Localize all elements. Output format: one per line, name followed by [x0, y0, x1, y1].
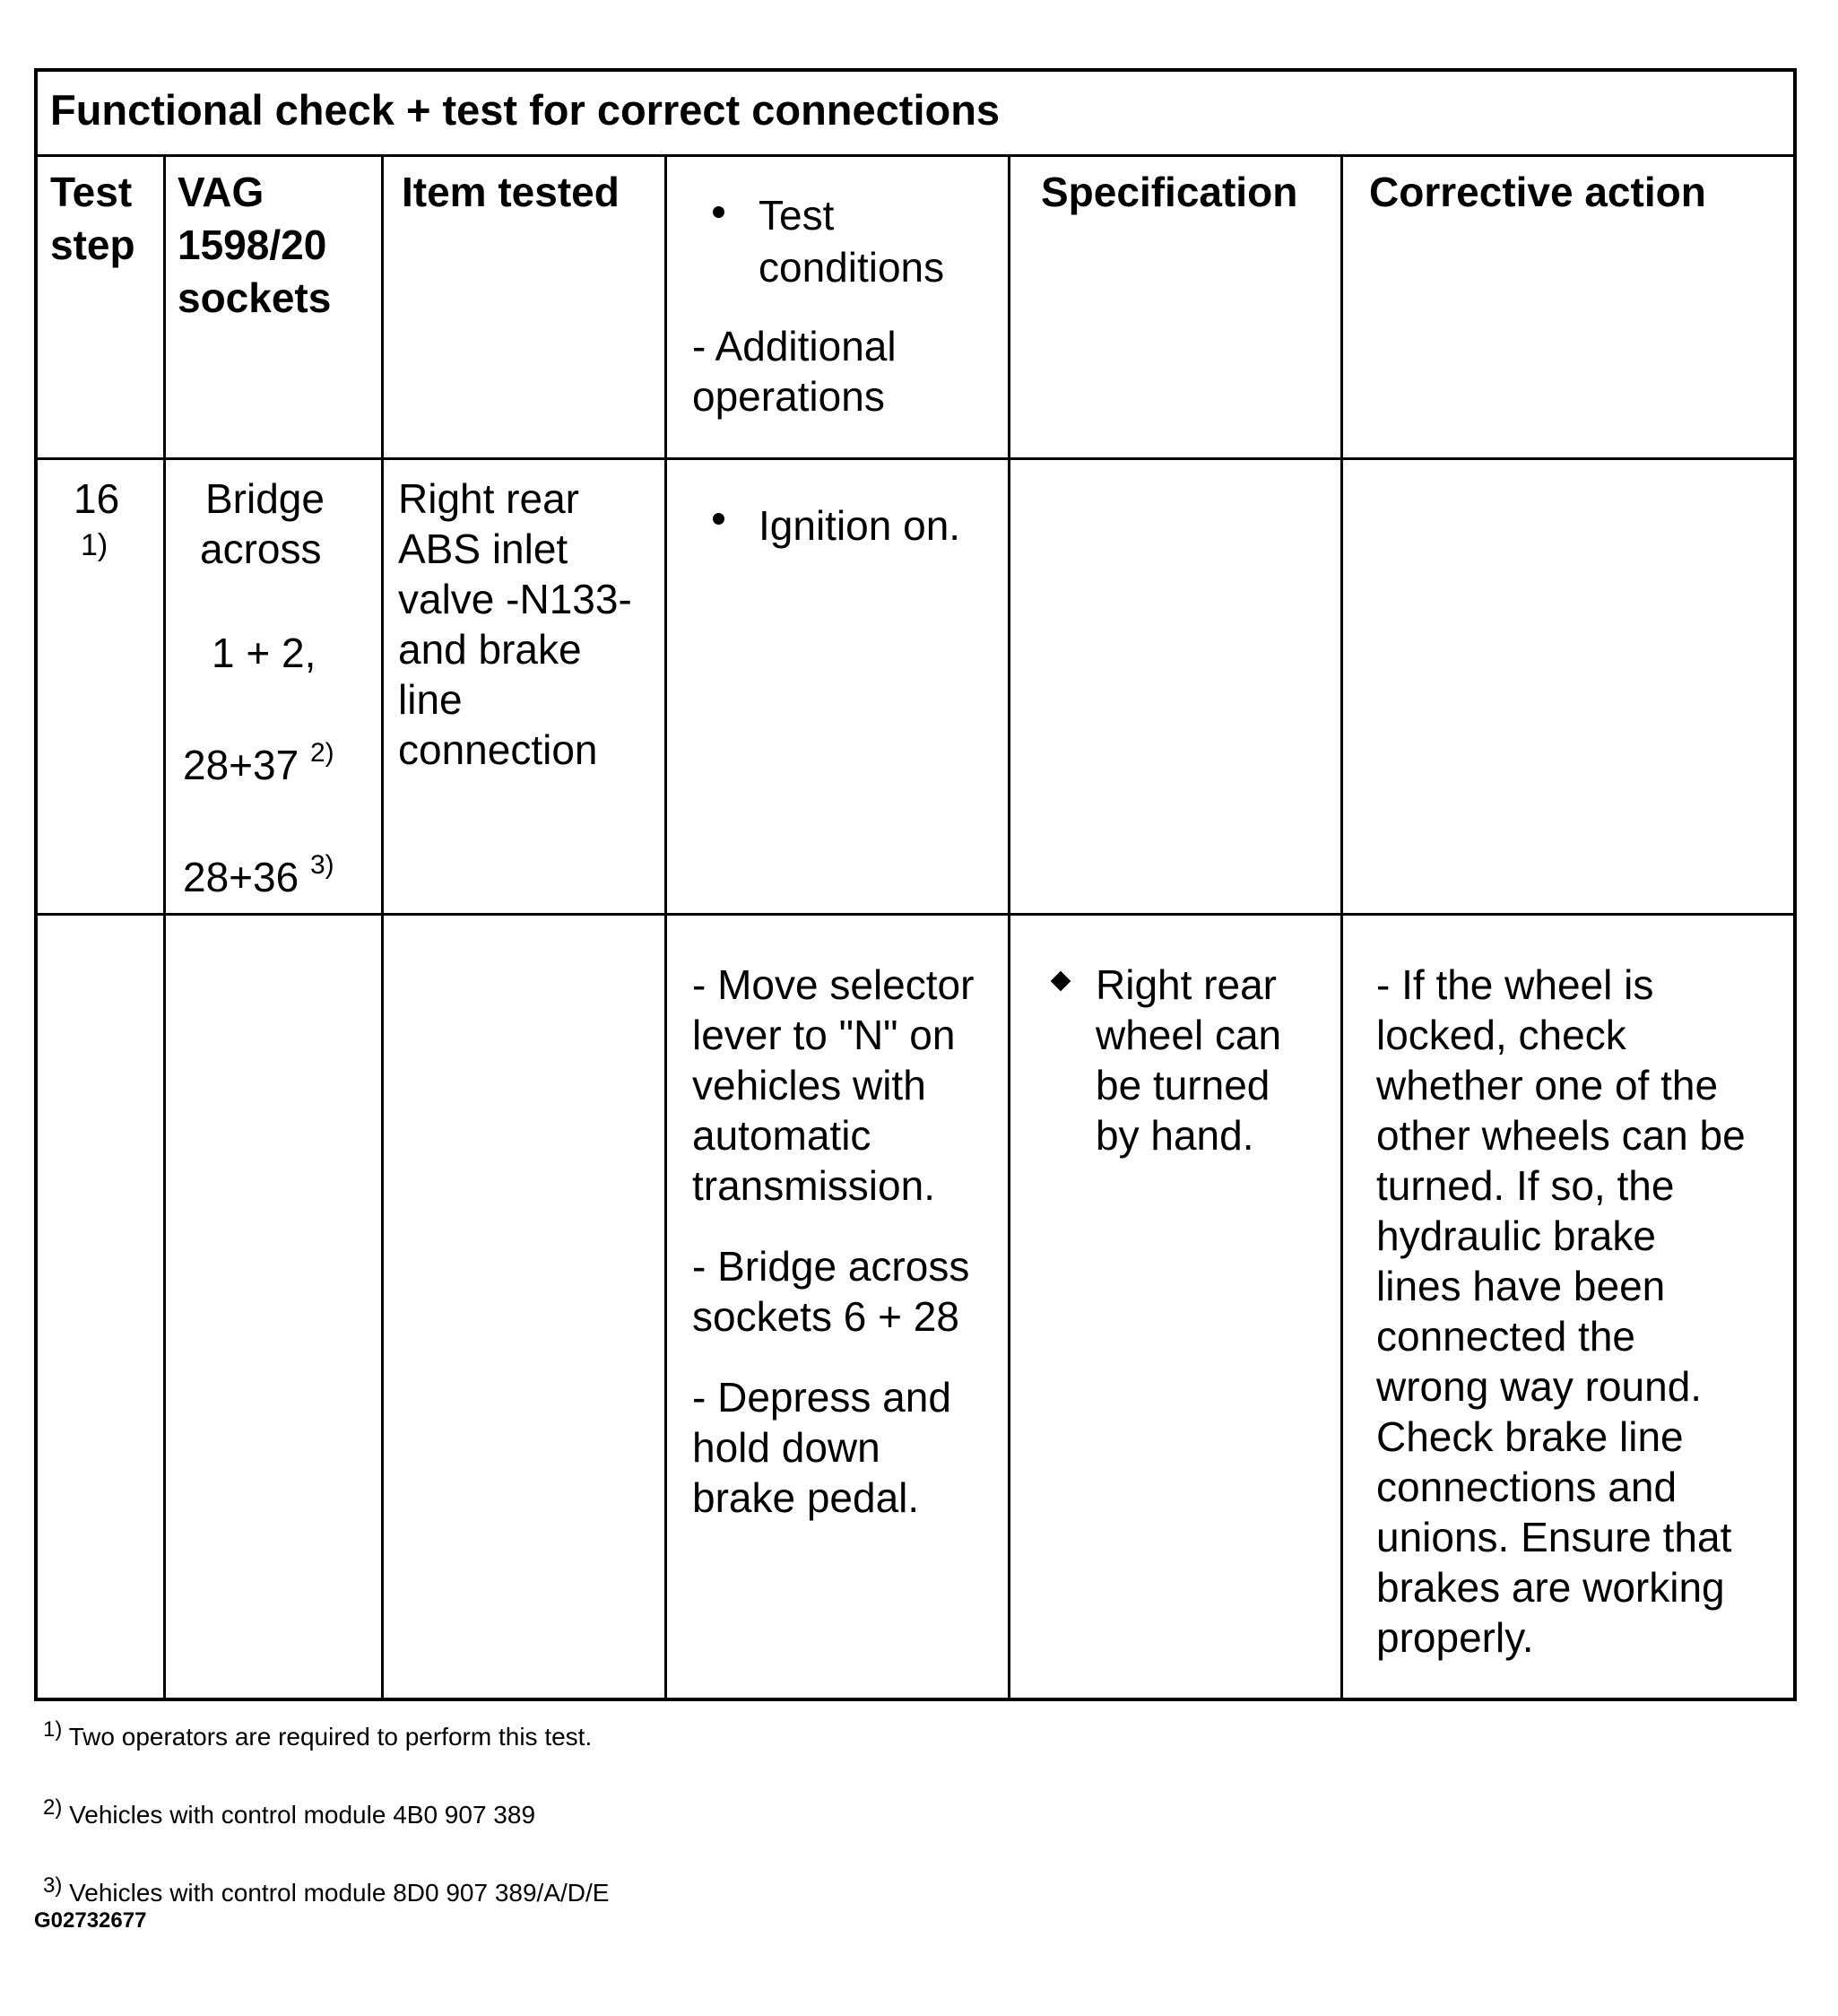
row1-sockets-line: across — [200, 526, 322, 572]
item-line: ABS inlet — [398, 526, 568, 572]
header-conditions-line: Test — [759, 192, 835, 239]
col-divider-3 — [664, 154, 667, 1698]
row1-test-step-footnote: 1) — [81, 528, 108, 562]
header-specification: Specification — [1041, 169, 1298, 215]
socket-pair: 28+36 — [183, 854, 299, 900]
footnote-3 — [43, 1873, 610, 1910]
item-line: Right rear — [398, 475, 579, 522]
figure-code: G02732677 — [34, 1908, 147, 1933]
header-additional-line: operations — [692, 373, 885, 420]
item-line: line — [398, 676, 463, 723]
corrective-line: hydraulic brake — [1376, 1212, 1656, 1259]
operation-line: - Depress and — [692, 1374, 951, 1421]
header-sockets-line: VAG — [178, 169, 264, 215]
table-title: Functional check + test for correct connections — [50, 86, 1001, 134]
corrective-line: locked, check — [1376, 1012, 1626, 1058]
corrective-line: Check brake line — [1376, 1413, 1684, 1460]
specification-line: wheel can — [1096, 1012, 1282, 1058]
corrective-line: - If the wheel is — [1376, 961, 1654, 1008]
operation-line: vehicles with — [692, 1062, 926, 1108]
specification-line: Right rear — [1096, 961, 1277, 1008]
corrective-line: unions. Ensure that — [1376, 1514, 1732, 1560]
operation-line: lever to "N" on — [692, 1012, 956, 1058]
bullet-icon — [713, 513, 724, 525]
rule-under-header — [38, 457, 1793, 460]
condition-text: Ignition on. — [759, 502, 961, 549]
header-corrective-action: Corrective action — [1369, 169, 1706, 215]
footnote-text: Vehicles with control module 8D0 907 389/A/D/E — [69, 1879, 610, 1907]
header-test-step-line: Test — [50, 169, 133, 215]
socket-footnote: 3) — [309, 849, 334, 880]
corrective-line: properly. — [1376, 1614, 1534, 1661]
row1-sockets-line — [183, 849, 334, 902]
operation-line: automatic — [692, 1112, 871, 1159]
footnote-text: Vehicles with control module 4B0 907 389 — [69, 1801, 536, 1829]
corrective-line: brakes are working — [1376, 1564, 1725, 1611]
row1-sockets-line — [183, 737, 334, 790]
socket-footnote: 2) — [309, 737, 334, 768]
corrective-line: connected the — [1376, 1313, 1636, 1360]
header-sockets-line: 1598/20 — [178, 222, 327, 268]
item-line: connection — [398, 726, 598, 773]
rule-under-title — [38, 154, 1793, 157]
operation-line: transmission. — [692, 1162, 935, 1209]
header-conditions-line: conditions — [759, 244, 945, 291]
header-test-step-line: step — [50, 222, 135, 268]
corrective-line: wrong way round. — [1376, 1363, 1703, 1410]
corrective-line: connections and — [1376, 1464, 1678, 1510]
footnote-text: Two operators are required to perform this test. — [68, 1723, 593, 1751]
footnote-mark: 3) — [43, 1873, 63, 1898]
header-sockets-line: sockets — [178, 274, 332, 321]
bullet-icon — [713, 206, 724, 218]
row1-sockets-line: 1 + 2, — [212, 630, 316, 676]
operation-line: - Move selector — [692, 961, 975, 1008]
specification-line: by hand. — [1096, 1112, 1254, 1159]
item-line: valve -N133- — [398, 576, 632, 622]
col-divider-1 — [163, 154, 166, 1698]
header-additional-line: - Additional — [692, 323, 897, 369]
col-divider-5 — [1340, 154, 1343, 1698]
operation-line: sockets 6 + 28 — [692, 1293, 959, 1340]
corrective-line: other wheels can be — [1376, 1112, 1746, 1159]
header-item-tested: Item tested — [402, 169, 620, 215]
row1-sockets-line: Bridge — [205, 475, 325, 522]
operation-line: brake pedal. — [692, 1474, 920, 1521]
footnote-2 — [43, 1795, 536, 1832]
specification-line: be turned — [1096, 1062, 1270, 1108]
corrective-line: lines have been — [1376, 1263, 1666, 1309]
footnote-1 — [43, 1717, 593, 1754]
footnote-mark: 2) — [43, 1795, 63, 1820]
operation-line: - Bridge across — [692, 1243, 970, 1290]
footnote-mark: 1) — [43, 1717, 63, 1742]
corrective-line: whether one of the — [1376, 1062, 1719, 1108]
operation-line: hold down — [692, 1424, 880, 1471]
row1-test-step: 16 — [74, 475, 120, 522]
col-divider-2 — [381, 154, 384, 1698]
col-divider-4 — [1008, 154, 1010, 1698]
rule-under-row1 — [38, 913, 1793, 916]
corrective-line: turned. If so, the — [1376, 1162, 1675, 1209]
item-line: and brake — [398, 626, 582, 673]
socket-pair: 28+37 — [183, 742, 299, 788]
